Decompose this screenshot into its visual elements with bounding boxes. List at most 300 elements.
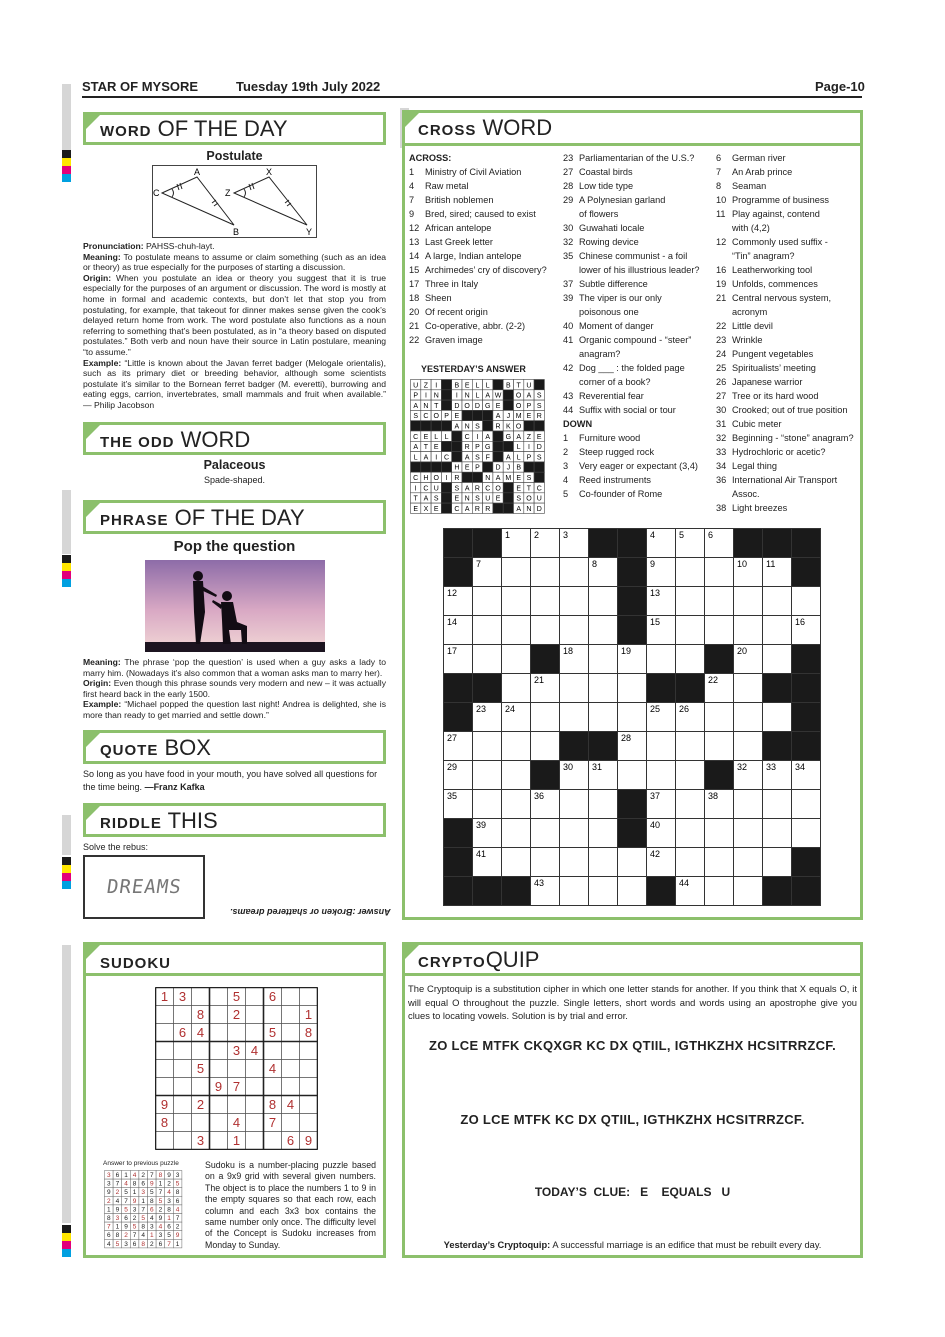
sudoku-cell[interactable]	[210, 988, 228, 1006]
crossword-cell[interactable]	[763, 790, 792, 819]
crossword-cell[interactable]	[676, 790, 705, 819]
answer-cell	[483, 421, 493, 431]
sudoku-cell[interactable]	[246, 1114, 264, 1132]
sudoku-cell[interactable]	[264, 1042, 282, 1060]
clue: 11 Play against, contend	[716, 209, 820, 219]
crossword-cell[interactable]	[531, 558, 560, 587]
answer-cell	[503, 400, 513, 410]
sudoku-given: 1	[160, 989, 169, 1004]
corner-tick	[86, 425, 100, 439]
answer-letter: R	[464, 444, 470, 452]
sudoku-cell[interactable]	[300, 1114, 318, 1132]
clue: 21 Central nervous system,	[716, 293, 832, 303]
sudoku-cell[interactable]	[210, 1114, 228, 1132]
sudoku-cell[interactable]	[210, 1006, 228, 1024]
answer-digit: 9	[106, 1189, 111, 1197]
answer-letter: L	[475, 382, 480, 390]
crossword-cell[interactable]	[473, 732, 502, 761]
sudoku-given: 4	[232, 1115, 241, 1130]
black-square	[734, 529, 763, 558]
sudoku-cell[interactable]	[246, 988, 264, 1006]
answer-digit: 1	[106, 1206, 111, 1214]
crossword-cell[interactable]	[676, 587, 705, 616]
answer-digit: 9	[149, 1180, 154, 1188]
answer-letter: R	[495, 423, 501, 431]
answer-letter: O	[433, 475, 439, 482]
sudoku-cell[interactable]	[192, 988, 210, 1006]
crossword-cell[interactable]	[734, 848, 763, 877]
sudoku-cell[interactable]	[246, 1096, 264, 1114]
clue: anagram?	[579, 349, 621, 359]
answer-letter: A	[516, 433, 521, 441]
sudoku-given: 6	[286, 1133, 295, 1148]
crossword-cell[interactable]	[589, 819, 618, 848]
previous-answer-label: Answer to previous puzzle	[103, 1160, 179, 1167]
crossword-cell[interactable]	[705, 877, 734, 906]
answer-letter: M	[515, 413, 522, 421]
answer-digit: 5	[132, 1223, 137, 1231]
answer-letter: E	[464, 464, 470, 472]
answer-letter: I	[414, 485, 417, 493]
crossword-cell[interactable]	[734, 819, 763, 848]
crossword-cell[interactable]	[734, 703, 763, 732]
across-label: ACROSS:	[409, 153, 452, 163]
answer-letter: F	[485, 454, 490, 462]
answer-letter: N	[433, 392, 439, 400]
sudoku-cell[interactable]	[210, 1096, 228, 1114]
sudoku-cell[interactable]	[300, 1078, 318, 1096]
crossword-cell[interactable]	[502, 616, 531, 645]
clue: “Tin” anagram?	[732, 251, 795, 261]
crossword-cell[interactable]	[705, 703, 734, 732]
crossword-cell[interactable]	[502, 761, 531, 790]
crossword-cell[interactable]	[676, 616, 705, 645]
sudoku-cell[interactable]	[264, 1132, 282, 1150]
clue: 42 Dog ___ : the folded page	[563, 363, 685, 373]
answer-digit: 7	[132, 1232, 137, 1240]
answer-letter: A	[423, 454, 429, 462]
black-square	[444, 703, 473, 732]
clue: 31 Cubic meter	[716, 419, 782, 429]
phrase-of-day: Pop the question	[173, 538, 296, 555]
answer-letter: O	[515, 402, 522, 410]
sudoku-cell[interactable]	[282, 1006, 300, 1024]
sudoku-cell[interactable]	[174, 1078, 192, 1096]
cell-number: 19	[621, 646, 632, 656]
diagram-label: Y	[306, 227, 313, 237]
quote-author: —Franz Kafka	[144, 781, 205, 792]
crossword-cell[interactable]	[618, 703, 647, 732]
answer-letter: O	[464, 402, 470, 410]
answer-cell	[503, 441, 513, 451]
sudoku-cell[interactable]	[246, 1060, 264, 1078]
crossword-cell[interactable]	[560, 558, 589, 587]
answer-letter: P	[444, 413, 449, 421]
crossword-cell[interactable]	[560, 819, 589, 848]
answer-digit: 2	[106, 1197, 111, 1205]
answer-letter: E	[423, 433, 429, 441]
answer-letter: N	[423, 402, 429, 410]
cell-number: 22	[708, 675, 719, 685]
crossword-cell[interactable]	[502, 587, 531, 616]
answer-cell	[441, 390, 451, 400]
sudoku-cell[interactable]	[174, 1114, 192, 1132]
black-square	[792, 848, 821, 877]
sudoku-cell[interactable]	[246, 1006, 264, 1024]
crossword-cell[interactable]	[560, 674, 589, 703]
section-title: CROSS WORD	[418, 115, 553, 140]
answer-letter: G	[505, 433, 512, 441]
crossword-cell[interactable]	[705, 732, 734, 761]
crossword-cell[interactable]	[589, 616, 618, 645]
answer-digit: 2	[175, 1223, 180, 1231]
section-title: QUOTE BOX	[100, 735, 211, 760]
answer-letter: E	[433, 505, 439, 513]
sudoku-given: 9	[160, 1097, 169, 1112]
answer-digit: 7	[141, 1206, 146, 1214]
answer-digit: 4	[106, 1240, 111, 1248]
sudoku-cell[interactable]	[300, 988, 318, 1006]
answer-letter: I	[445, 475, 448, 482]
crossword-cell[interactable]	[647, 761, 676, 790]
crossword-cell[interactable]	[763, 645, 792, 674]
sudoku-cell[interactable]	[282, 1024, 300, 1042]
clue: 43 Reverential fear	[563, 391, 644, 401]
answer-letter: S	[526, 475, 532, 482]
sudoku-cell[interactable]	[282, 1042, 300, 1060]
crossword-cell[interactable]	[792, 790, 821, 819]
clue: Assoc.	[732, 489, 760, 499]
black-square	[676, 674, 705, 703]
crossword-cell[interactable]	[589, 848, 618, 877]
black-square	[444, 674, 473, 703]
answer-letter: O	[515, 423, 522, 431]
answer-letter: Z	[423, 382, 429, 390]
sudoku-cell[interactable]	[228, 1096, 246, 1114]
crossword-cell[interactable]	[473, 645, 502, 674]
answer-digit: 4	[141, 1232, 146, 1240]
answer-digit: 1	[149, 1232, 154, 1240]
crossword-cell[interactable]	[676, 761, 705, 790]
clue: 29 A Polynesian garland	[563, 195, 666, 205]
sudoku-cell[interactable]	[174, 1132, 192, 1150]
corner-tick	[405, 113, 419, 127]
black-square	[560, 732, 589, 761]
black-square	[618, 558, 647, 587]
crossword-cell[interactable]	[560, 616, 589, 645]
sudoku-cell[interactable]	[264, 1078, 282, 1096]
sudoku-cell[interactable]	[174, 1060, 192, 1078]
answer-letter: E	[464, 382, 470, 390]
answer-letter: A	[413, 402, 418, 410]
crossword-cell[interactable]	[792, 819, 821, 848]
sudoku-cell[interactable]	[210, 1024, 228, 1042]
corner-tick	[86, 115, 100, 129]
crossword-cell[interactable]	[589, 790, 618, 819]
crossword-grid[interactable]	[443, 528, 824, 909]
crossword-cell[interactable]	[502, 732, 531, 761]
answer-letter: I	[476, 433, 479, 441]
answer-letter: E	[454, 413, 460, 421]
cell-number: 32	[737, 762, 748, 772]
crossword-cell[interactable]	[560, 587, 589, 616]
sudoku-cell[interactable]	[192, 1078, 210, 1096]
margin-bar	[62, 84, 71, 150]
cell-number: 3	[563, 530, 569, 540]
answer-cell	[431, 421, 441, 431]
answer-letter: L	[413, 454, 418, 462]
section-title: SUDOKU	[100, 955, 172, 972]
cell-number: 43	[534, 878, 545, 888]
cell-number: 39	[476, 820, 487, 830]
answer-letter: A	[423, 495, 429, 503]
sudoku-cell[interactable]	[210, 1060, 228, 1078]
answer-digit: 7	[115, 1180, 120, 1188]
sudoku-cell[interactable]	[156, 1024, 174, 1042]
crossword-cell[interactable]	[589, 645, 618, 674]
crossword-cell[interactable]	[473, 587, 502, 616]
cell-number: 44	[679, 878, 690, 888]
crossword-cell[interactable]	[734, 790, 763, 819]
down-clues-col3	[716, 151, 854, 515]
black-square	[705, 645, 734, 674]
sudoku-given: 6	[268, 989, 277, 1004]
sudoku-cell[interactable]	[174, 1006, 192, 1024]
sudoku-given: 4	[196, 1025, 205, 1040]
sudoku-cell[interactable]	[264, 1006, 282, 1024]
cell-number: 24	[505, 704, 516, 714]
cell-number: 14	[447, 617, 458, 627]
crossword-cell[interactable]	[531, 616, 560, 645]
answer-digit: 4	[175, 1206, 180, 1214]
crossword-cell[interactable]	[792, 587, 821, 616]
answer-letter: B	[506, 382, 511, 390]
answer-letter: N	[526, 505, 532, 513]
crossword-cell[interactable]	[763, 819, 792, 848]
sudoku-cell[interactable]	[156, 1132, 174, 1150]
clue: 22 Little devil	[716, 321, 773, 331]
crossword-cell[interactable]	[502, 819, 531, 848]
sudoku-cell[interactable]	[300, 1042, 318, 1060]
crossword-cell[interactable]	[618, 674, 647, 703]
black-square	[647, 877, 676, 906]
answer-letter: D	[495, 464, 501, 472]
answer-letter: N	[464, 495, 470, 503]
answer-letter: U	[413, 382, 419, 390]
black-square	[444, 848, 473, 877]
black-square	[502, 877, 531, 906]
sudoku-cell[interactable]	[174, 1096, 192, 1114]
black-square	[763, 529, 792, 558]
answer-cell	[452, 441, 462, 451]
crossword-cell[interactable]	[705, 558, 734, 587]
clue: lower of his illustrious leader?	[579, 265, 700, 275]
margin-bar	[62, 815, 71, 855]
black-square	[473, 877, 502, 906]
answer-cell	[503, 483, 513, 493]
sudoku-cell[interactable]	[300, 1060, 318, 1078]
sudoku-cell[interactable]	[282, 1060, 300, 1078]
paper-name: STAR OF MYSORE	[82, 79, 199, 94]
crossword-cell[interactable]	[734, 732, 763, 761]
crossword-cell[interactable]	[763, 587, 792, 616]
black-square	[444, 877, 473, 906]
sudoku-cell[interactable]	[192, 1042, 210, 1060]
clue: 30 Crooked; out of true position	[716, 405, 848, 415]
crossword-cell[interactable]	[763, 848, 792, 877]
sudoku-cell[interactable]	[210, 1132, 228, 1150]
crossword-cell[interactable]	[676, 848, 705, 877]
sudoku-cell[interactable]	[174, 1042, 192, 1060]
cell-number: 5	[679, 530, 685, 540]
crossword-cell[interactable]	[618, 848, 647, 877]
answer-digit: 6	[132, 1240, 137, 1248]
crossword-cell[interactable]	[502, 848, 531, 877]
cell-number: 18	[563, 646, 574, 656]
sudoku-cell[interactable]	[246, 1024, 264, 1042]
clue: 14 A large, Indian antelope	[409, 251, 522, 261]
cell-number: 30	[563, 762, 574, 772]
crossword-cell[interactable]	[705, 848, 734, 877]
crossword-cell[interactable]	[531, 848, 560, 877]
sudoku-grid[interactable]	[155, 987, 318, 1150]
answer-letter: Z	[526, 433, 532, 441]
sudoku-cell[interactable]	[300, 1096, 318, 1114]
crossword-cell[interactable]	[734, 877, 763, 906]
crossword-cell[interactable]	[705, 616, 734, 645]
crossword-cell[interactable]	[676, 645, 705, 674]
sudoku-cell[interactable]	[192, 1114, 210, 1132]
sudoku-cell[interactable]	[282, 1078, 300, 1096]
sudoku-cell[interactable]	[228, 1024, 246, 1042]
cell-number: 41	[476, 849, 487, 859]
answer-letter: L	[444, 433, 449, 441]
answer-cell	[524, 462, 534, 472]
sudoku-cell[interactable]	[210, 1042, 228, 1060]
crossword-cell[interactable]	[734, 674, 763, 703]
crossword-cell[interactable]	[531, 819, 560, 848]
sudoku-cell[interactable]	[246, 1132, 264, 1150]
answer-digit: 2	[158, 1206, 163, 1214]
odd-word: Palaceous	[203, 458, 266, 472]
answer-cell	[441, 380, 451, 390]
cell-number: 35	[447, 791, 458, 801]
crossword-cell[interactable]	[589, 877, 618, 906]
crossword-cell[interactable]	[531, 732, 560, 761]
crossword-cell[interactable]	[763, 703, 792, 732]
crossword-cell[interactable]	[676, 558, 705, 587]
crossword-cell[interactable]	[589, 587, 618, 616]
sudoku-cell[interactable]	[156, 1042, 174, 1060]
crossword-cell[interactable]	[560, 848, 589, 877]
answer-cell	[441, 421, 451, 431]
answer-letter: U	[536, 495, 542, 503]
answer-letter: A	[495, 475, 501, 482]
crossword-cell[interactable]	[560, 877, 589, 906]
answer-digit: 9	[115, 1206, 120, 1214]
crossword-cell[interactable]	[473, 790, 502, 819]
answer-letter: I	[435, 382, 438, 390]
black-square	[618, 790, 647, 819]
sudoku-cell[interactable]	[246, 1078, 264, 1096]
crossword-cell[interactable]	[589, 703, 618, 732]
crossword-cell[interactable]	[531, 703, 560, 732]
answer-digit: 4	[115, 1197, 120, 1205]
answer-digit: 9	[158, 1215, 163, 1222]
crossword-cell[interactable]	[502, 558, 531, 587]
answer-letter: S	[413, 413, 418, 421]
crossword-cell[interactable]	[676, 732, 705, 761]
crossword-cell[interactable]	[502, 645, 531, 674]
cell-number: 40	[650, 820, 661, 830]
cryptoquip-header-rule	[402, 973, 863, 976]
answer-letter: S	[536, 392, 542, 400]
answer-cell	[483, 410, 493, 420]
crossword-cell[interactable]	[502, 790, 531, 819]
sudoku-cell[interactable]	[156, 1060, 174, 1078]
crossword-cell[interactable]	[647, 732, 676, 761]
color-registration-marks	[62, 857, 71, 889]
crossword-cell[interactable]	[647, 645, 676, 674]
clue: 20 Of recent origin	[409, 307, 488, 317]
answer-digit: 2	[149, 1240, 154, 1248]
answer-cell	[441, 441, 451, 451]
crossword-cell[interactable]	[676, 819, 705, 848]
crossword-cell[interactable]	[734, 616, 763, 645]
crossword-cell[interactable]	[473, 616, 502, 645]
answer-letter: O	[515, 392, 522, 400]
answer-letter: A	[464, 454, 470, 462]
answer-letter: C	[413, 475, 419, 482]
answer-letter: P	[526, 402, 532, 410]
answer-digit: 1	[175, 1240, 180, 1248]
crossword-cell[interactable]	[502, 674, 531, 703]
crossword-cell[interactable]	[473, 761, 502, 790]
crossword-cell[interactable]	[560, 703, 589, 732]
sudoku-cell[interactable]	[156, 1006, 174, 1024]
sudoku-cell[interactable]	[156, 1078, 174, 1096]
answer-digit: 3	[132, 1206, 137, 1214]
answer-digit: 6	[167, 1223, 171, 1231]
sudoku-cell[interactable]	[282, 1114, 300, 1132]
answer-letter: B	[516, 464, 521, 472]
answer-letter: S	[454, 485, 460, 493]
answer-letter: D	[454, 402, 460, 410]
crossword-cell[interactable]	[560, 790, 589, 819]
answer-letter: N	[464, 423, 470, 431]
sudoku-cell[interactable]	[228, 1060, 246, 1078]
crossword-cell[interactable]	[531, 587, 560, 616]
crossword-cell[interactable]	[734, 587, 763, 616]
across-clues-col2	[563, 151, 700, 501]
corner-tick	[86, 733, 100, 747]
crossword-cell[interactable]	[763, 616, 792, 645]
answer-digit: 7	[124, 1197, 128, 1205]
crossword-cell[interactable]	[618, 877, 647, 906]
answer-letter: J	[506, 464, 511, 472]
answer-letter: A	[495, 413, 501, 421]
answer-digit: 3	[167, 1197, 171, 1205]
crossword-cell[interactable]	[705, 587, 734, 616]
sudoku-cell[interactable]	[282, 988, 300, 1006]
crossword-cell[interactable]	[705, 819, 734, 848]
answer-letter: B	[454, 382, 460, 390]
clue: 12 Commonly used suffix -	[716, 237, 828, 247]
crossword-cell[interactable]	[589, 674, 618, 703]
crossword-cell[interactable]	[618, 761, 647, 790]
answer-digit: 7	[158, 1189, 163, 1197]
cryptoquip-intro: The Cryptoquip is a substitution cipher in which one letter stands for another. If you think that X equals O, it will equal O throughout the puzzle. Single letters, short words and words using an apostrophe give you clues to locating vowels. Solution is by trial and error.	[408, 983, 857, 1021]
